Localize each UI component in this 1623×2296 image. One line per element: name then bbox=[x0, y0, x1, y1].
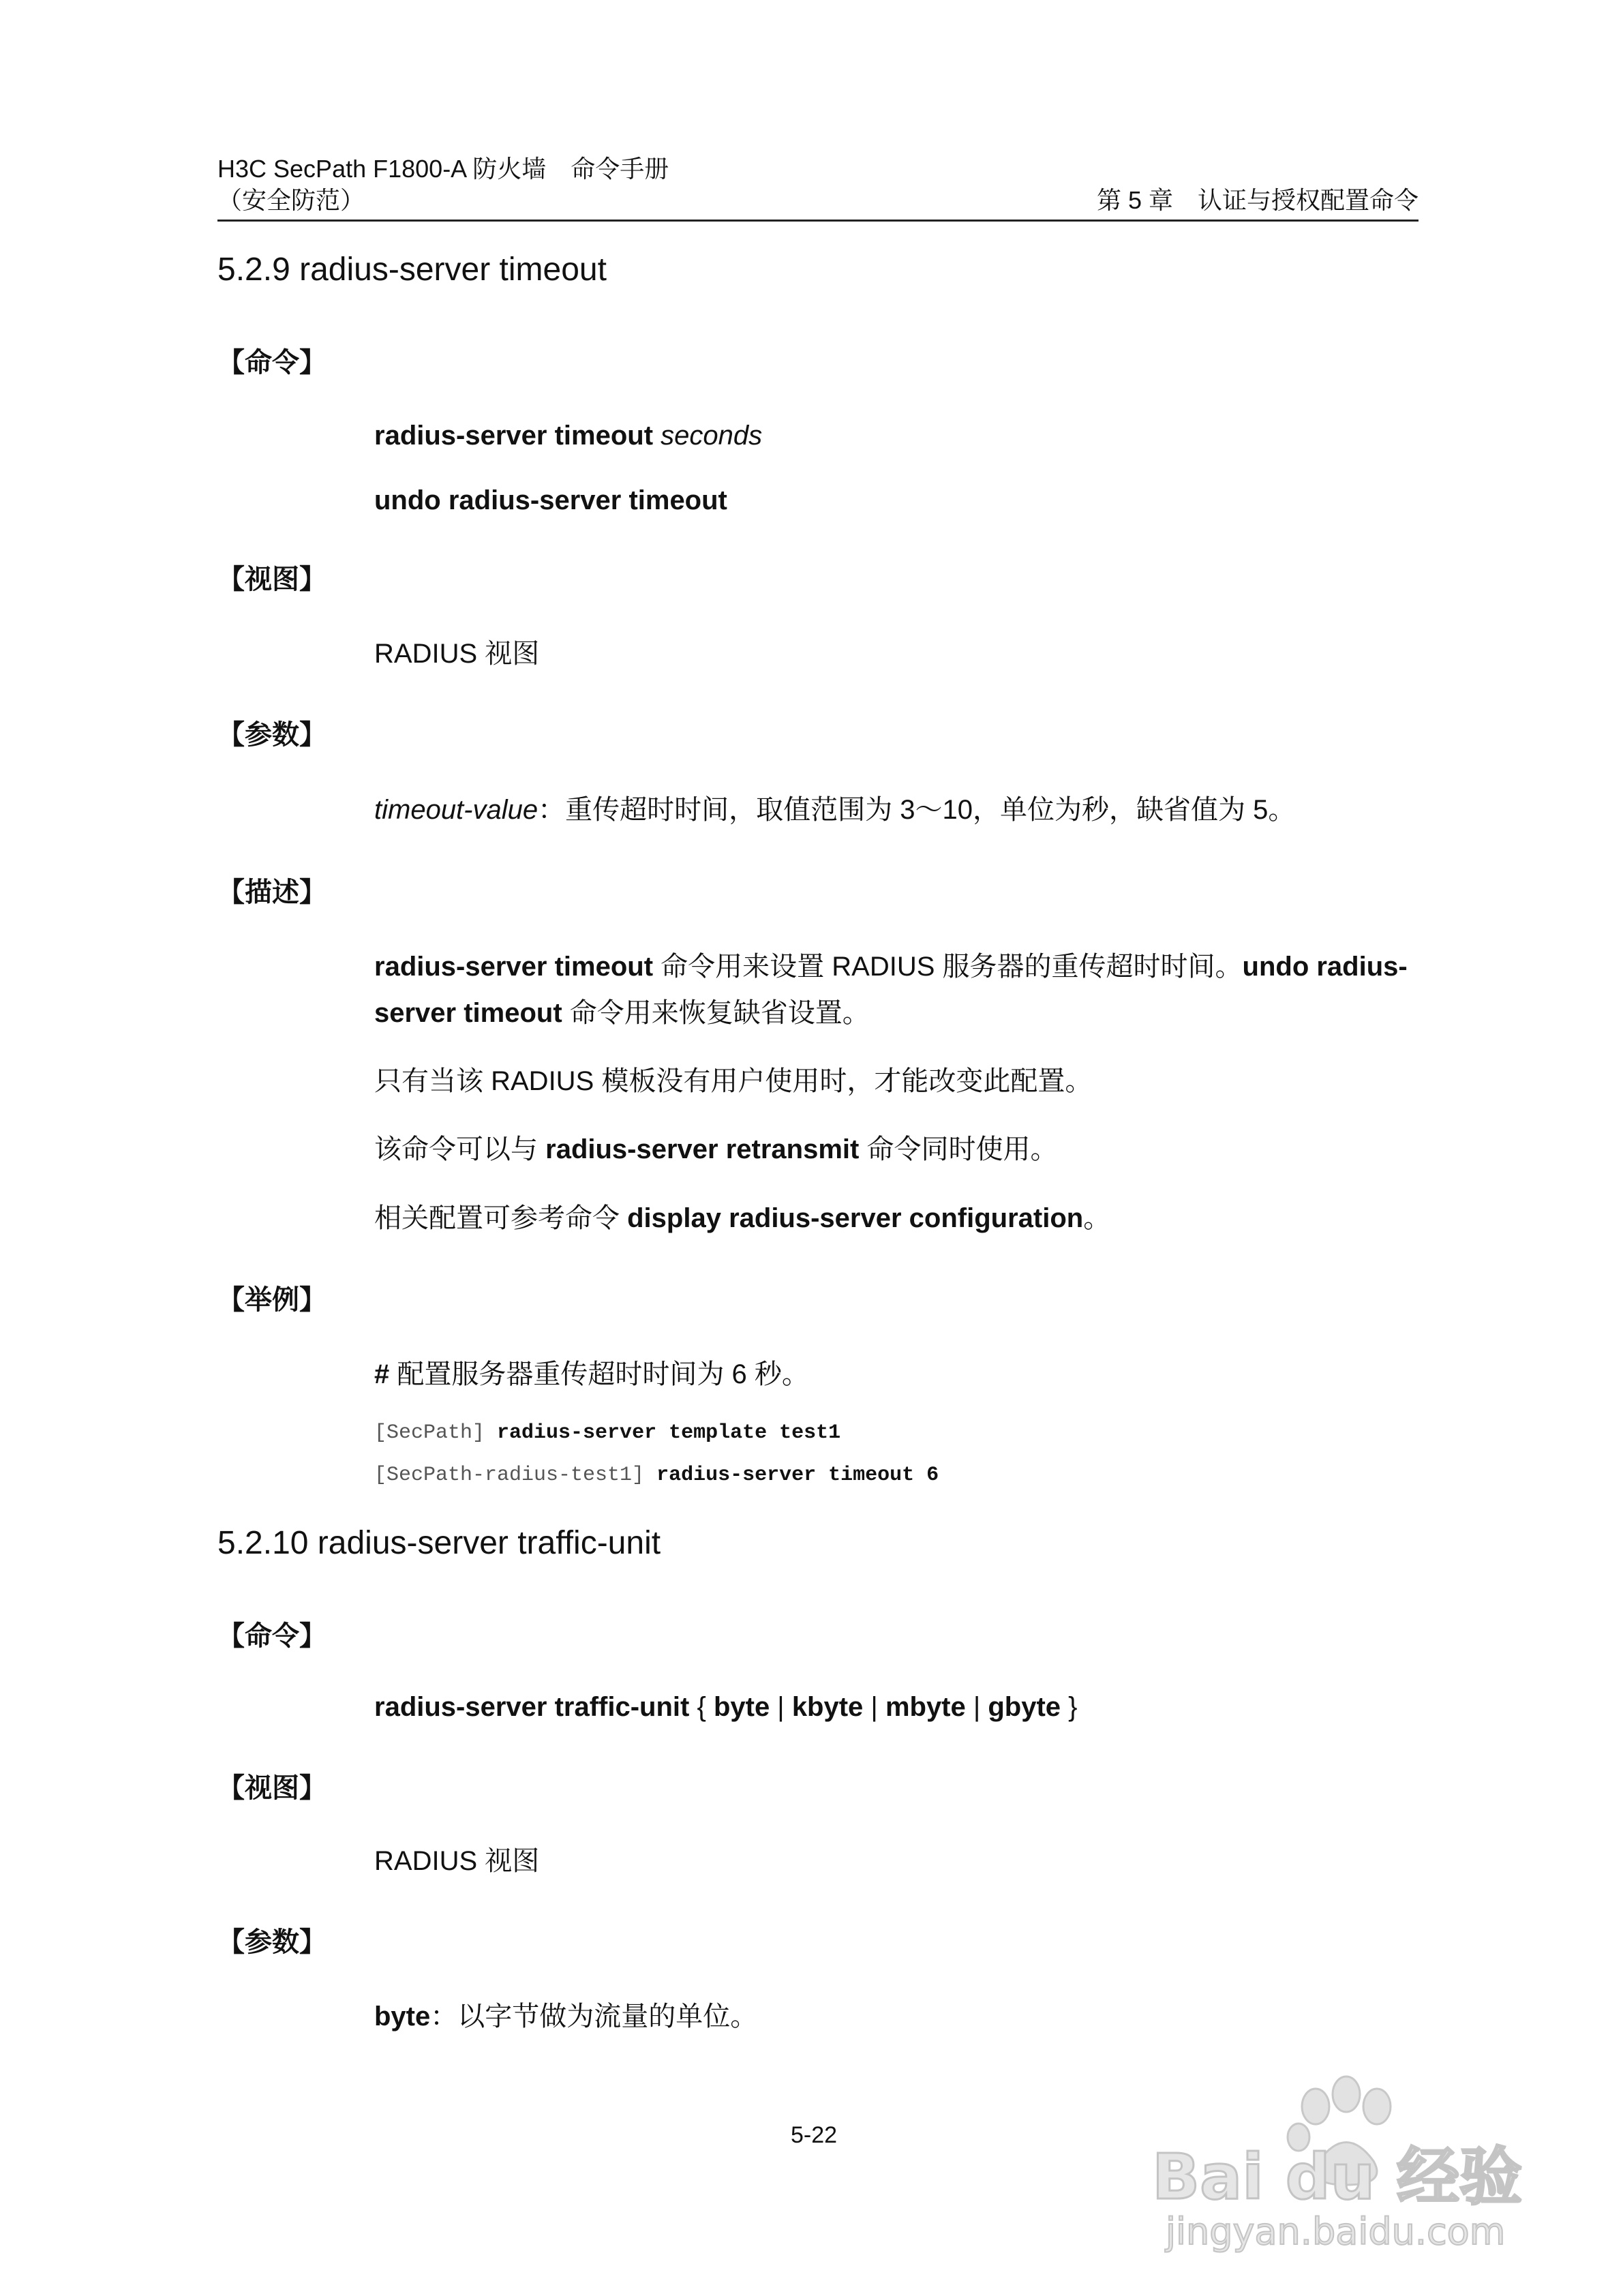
example-comment bbox=[374, 1358, 809, 1391]
example-text: 配置服务器重传超时时间为 6 秒。 bbox=[389, 1359, 809, 1389]
baidu-paw-icon bbox=[1152, 2059, 1534, 2263]
parameter-description: ：以字节做为流量的单位。 bbox=[430, 2002, 758, 2031]
code-command: radius-server timeout 6 bbox=[656, 1464, 939, 1487]
code-prompt: [SecPath] bbox=[374, 1421, 498, 1445]
command-reference: display radius-server configuration bbox=[627, 1203, 1084, 1233]
description-paragraph-3 bbox=[374, 1133, 1057, 1166]
option-kbyte: kbyte bbox=[791, 1692, 864, 1722]
description-label: 【描述】 bbox=[217, 877, 327, 907]
command-reference: radius-server retransmit bbox=[545, 1134, 860, 1164]
header-chapter: 第 5 章 认证与授权配置命令 bbox=[1096, 186, 1419, 214]
view-label: 【视图】 bbox=[217, 1773, 327, 1803]
option-gbyte: gbyte bbox=[988, 1692, 1061, 1722]
syntax-brace: { bbox=[689, 1692, 714, 1722]
code-line-2 bbox=[374, 1462, 939, 1489]
parameter-item bbox=[374, 794, 1295, 826]
parameter-label: 【参数】 bbox=[217, 720, 327, 750]
syntax-separator: | bbox=[965, 1692, 988, 1722]
command-syntax bbox=[374, 1691, 1078, 1723]
undo-command-syntax bbox=[374, 484, 727, 517]
description-paragraph-4 bbox=[374, 1202, 1110, 1235]
parameter-item bbox=[374, 2000, 757, 2033]
comment-hash: # bbox=[374, 1359, 390, 1389]
syntax-brace: } bbox=[1061, 1692, 1078, 1722]
command-reference: radius-server timeout bbox=[374, 952, 654, 982]
view-label: 【视图】 bbox=[217, 564, 327, 594]
command-label: 【命令】 bbox=[217, 348, 327, 378]
code-line-1 bbox=[374, 1419, 840, 1447]
syntax-separator: | bbox=[863, 1692, 885, 1722]
view-text: RADIUS 视图 bbox=[374, 639, 540, 669]
baidu-jingyan-watermark bbox=[1152, 2059, 1534, 2263]
description-paragraph-1 bbox=[374, 943, 1417, 1036]
command-argument: seconds bbox=[661, 421, 763, 451]
parameter-name: timeout-value bbox=[374, 795, 539, 825]
watermark-brand: Bai du 经验 bbox=[1152, 2141, 1523, 2214]
parameter-label: 【参数】 bbox=[217, 1927, 327, 1957]
header-title: H3C SecPath F1800-A 防火墙 命令手册 bbox=[217, 155, 669, 183]
syntax-separator: | bbox=[770, 1692, 792, 1722]
parameter-description: ：重传超时时间，取值范围为 3～10，单位为秒，缺省值为 5。 bbox=[538, 795, 1296, 825]
header-rule bbox=[217, 220, 1419, 222]
example-label: 【举例】 bbox=[217, 1285, 327, 1315]
view-text: RADIUS 视图 bbox=[374, 1846, 540, 1876]
section-title: 5.2.10 radius-server traffic-unit bbox=[217, 1525, 661, 1561]
description-text: 命令用来恢复缺省设置。 bbox=[562, 998, 870, 1028]
description-text: 命令用来设置 RADIUS 服务器的重传超时时间。 bbox=[653, 952, 1243, 982]
undo-command-keyword: undo radius-server timeout bbox=[374, 485, 727, 515]
command-label: 【命令】 bbox=[217, 1621, 327, 1651]
code-prompt: [SecPath-radius-test1] bbox=[374, 1464, 657, 1487]
description-text: 该命令可以与 bbox=[374, 1134, 546, 1164]
watermark-url: jingyan.baidu.com bbox=[1166, 2210, 1506, 2253]
command-reference: undo radius-server timeout bbox=[374, 952, 1408, 1028]
description-paragraph-2: 只有当该 RADIUS 模板没有用户使用时，才能改变此配置。 bbox=[374, 1066, 1093, 1096]
description-text: 命令同时使用。 bbox=[859, 1134, 1058, 1164]
parameter-name: byte bbox=[374, 2002, 431, 2031]
description-text: 相关配置可参考命令 bbox=[374, 1203, 628, 1233]
description-text: 。 bbox=[1083, 1203, 1111, 1233]
command-keyword: radius-server traffic-unit bbox=[374, 1692, 690, 1722]
section-title: 5.2.9 radius-server timeout bbox=[217, 252, 607, 288]
code-command: radius-server template test1 bbox=[497, 1421, 841, 1445]
page-number: 5-22 bbox=[791, 2122, 838, 2148]
option-byte: byte bbox=[713, 1692, 770, 1722]
header-subtitle: （安全防范） bbox=[217, 186, 365, 214]
command-keyword: radius-server timeout bbox=[374, 421, 654, 451]
option-mbyte: mbyte bbox=[885, 1692, 966, 1722]
command-syntax bbox=[374, 419, 762, 452]
